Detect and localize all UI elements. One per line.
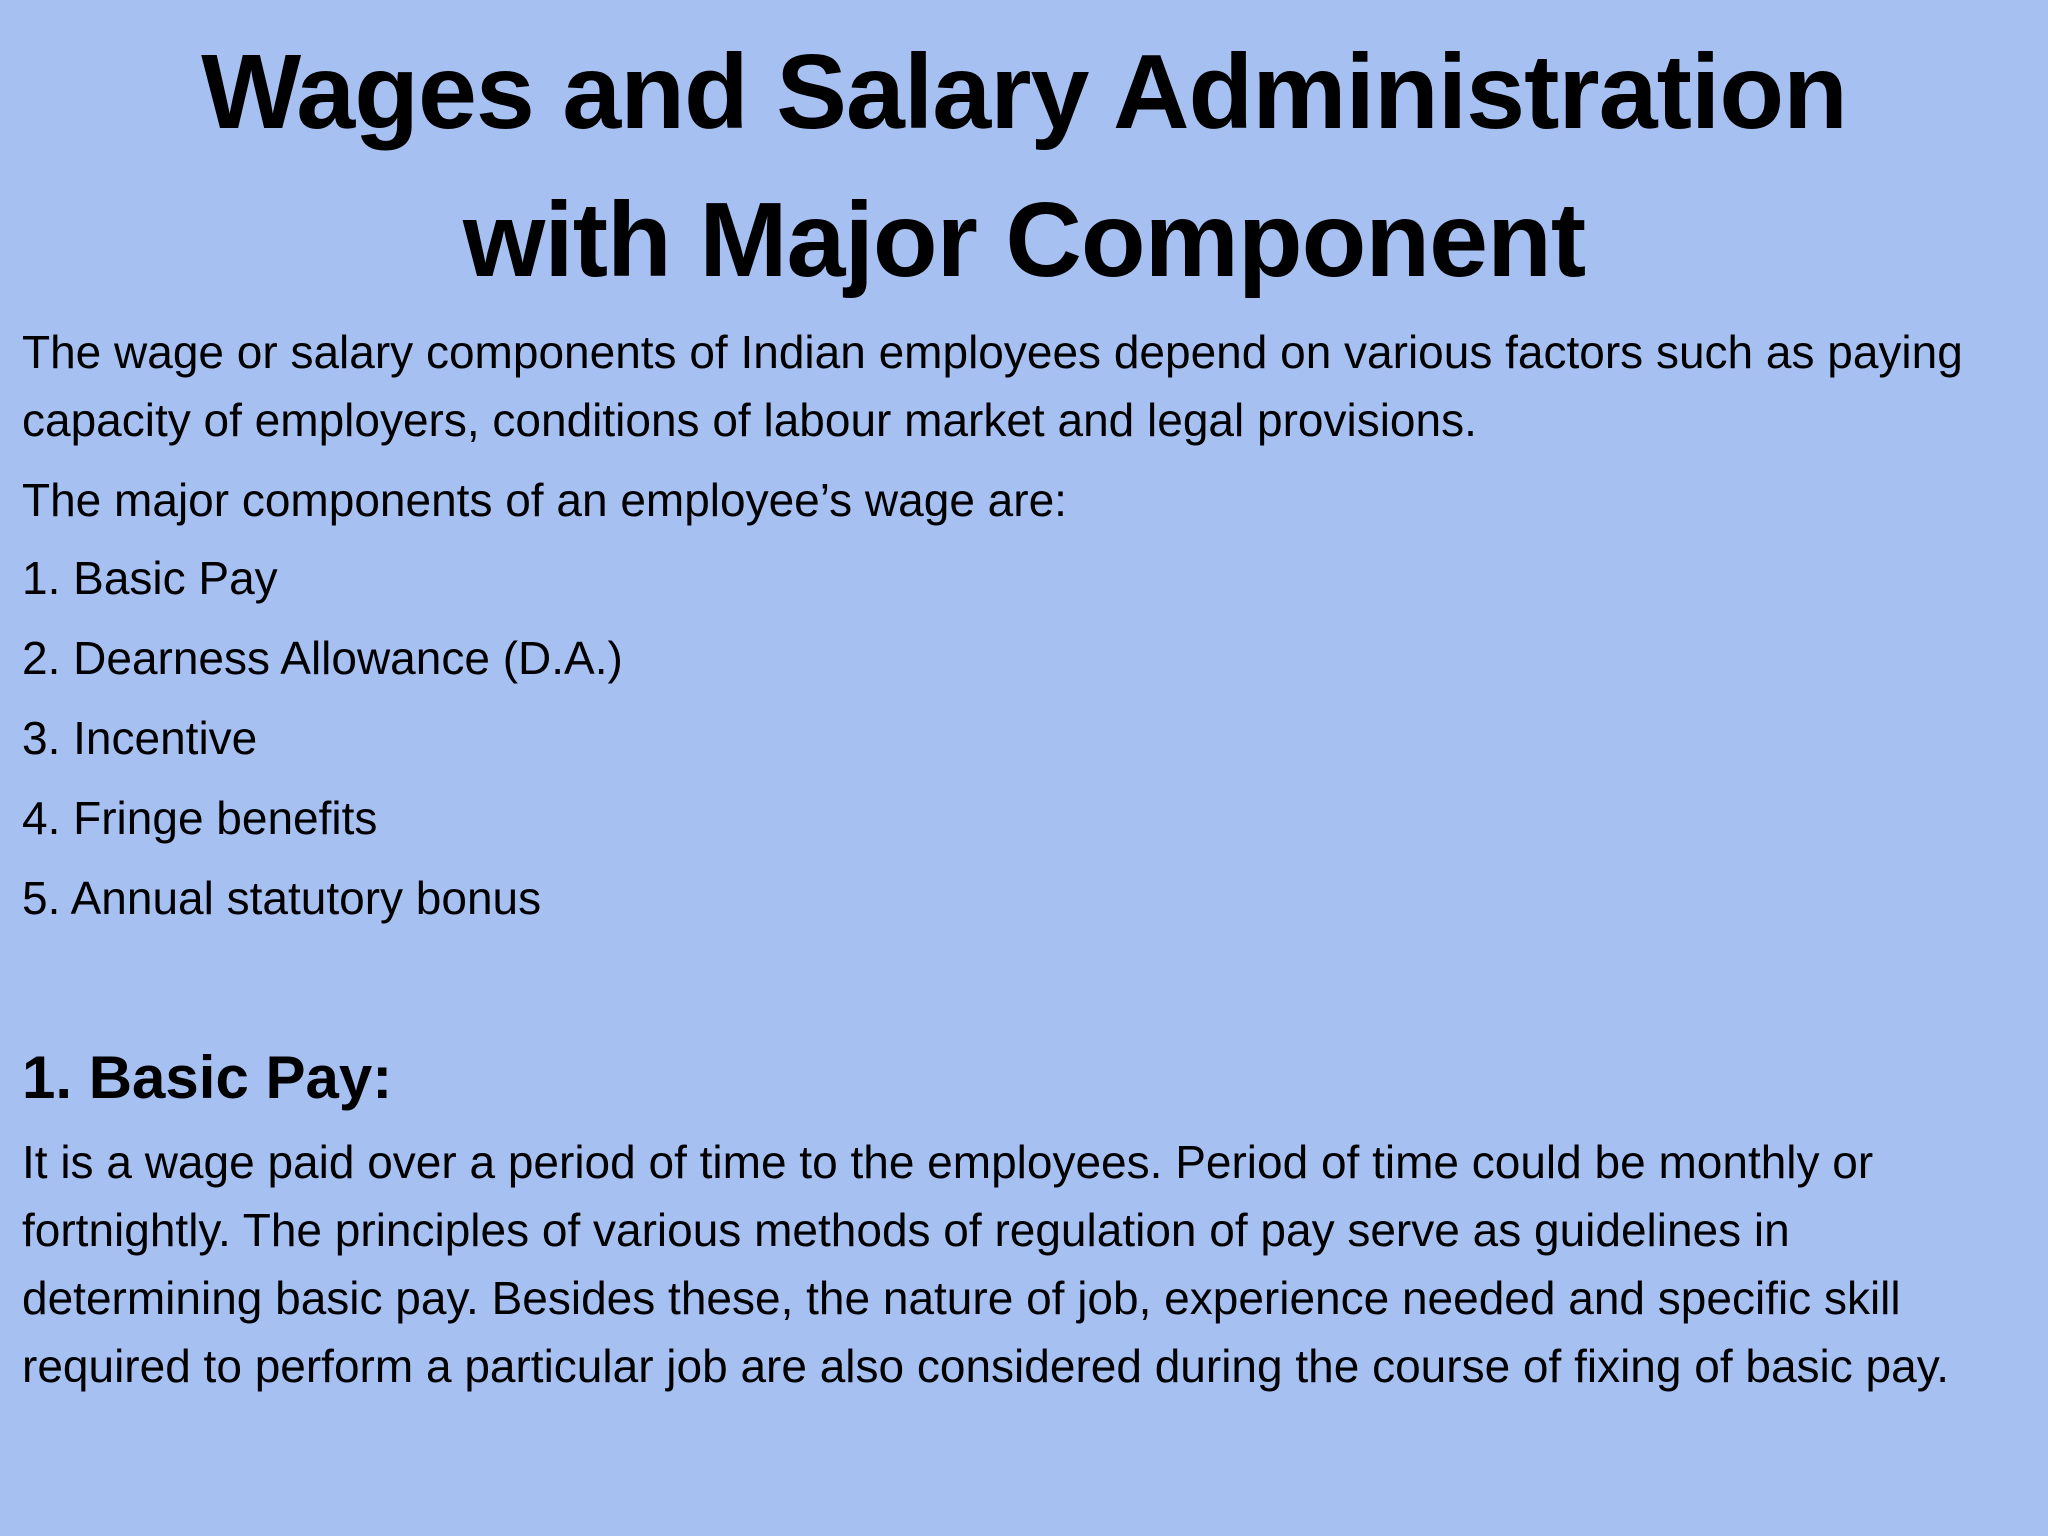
list-item: 1. Basic Pay (22, 552, 278, 604)
list-item: 2. Dearness Allowance (D.A.) (22, 632, 623, 684)
intro-paragraph: The wage or salary components of Indian employees depend on various factors such as paying capacity of employers, conditions of labour market and legal provisions. (22, 326, 1963, 446)
components-list (22, 544, 2026, 932)
section-heading: 1. Basic Pay: (22, 1044, 393, 1111)
section-paragraph: It is a wage paid over a period of time to the employees. Period of time could be monthly or fortnightly. The principles of various methods of regulation of pay serve as guidelines in determining basic pay. Besides these, the nature of job, experience needed and specific skill required to perform a particular job are also considered during the course of fixing of basic pay. (22, 1136, 1950, 1392)
slide-title-line-1: Wages and Salary Administration (201, 33, 1847, 151)
slide-body (22, 318, 2026, 1400)
components-lead: The major components of an employee’s wage are: (22, 474, 1067, 526)
list-item: 5. Annual statutory bonus (22, 872, 542, 924)
list-item: 4. Fringe benefits (22, 792, 378, 844)
slide-title-line-2: with Major Component (462, 181, 1586, 299)
list-item: 3. Incentive (22, 712, 258, 764)
slide-title (22, 18, 2026, 314)
